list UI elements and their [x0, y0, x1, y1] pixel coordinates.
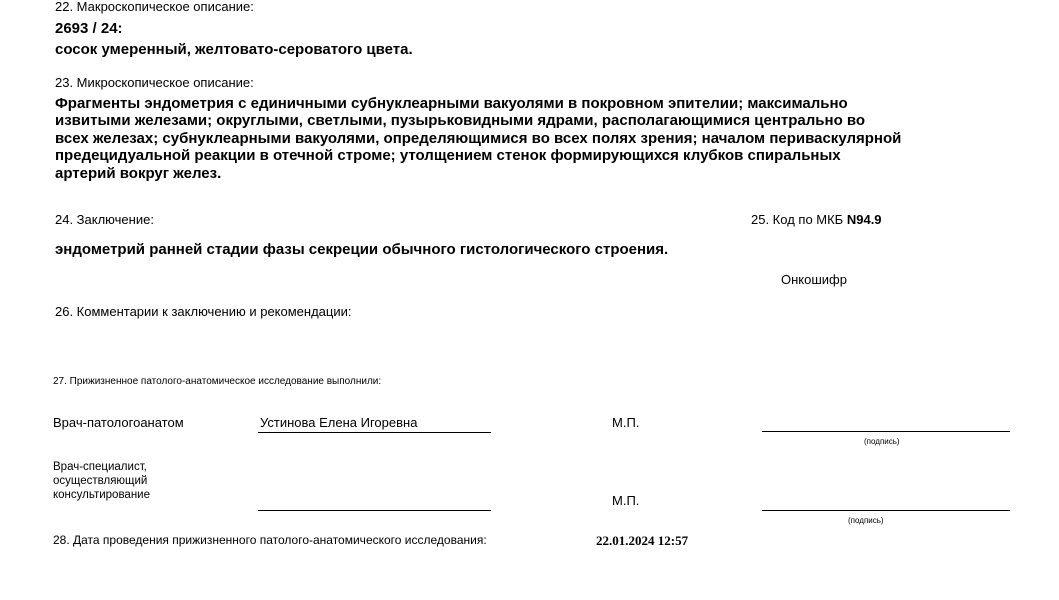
- oncocode-label: Онкошифр: [781, 272, 847, 287]
- microscopic-label: 23. Микроскопическое описание:: [55, 75, 254, 90]
- performers-label: 27. Прижизненное патолого-анатомическое исследование выполнили:: [53, 376, 382, 387]
- consultant-role-line: консультирование: [53, 489, 150, 501]
- macroscopic-label: 22. Макроскопическое описание:: [55, 0, 254, 14]
- name-underline: [258, 510, 491, 511]
- icd-code-row: [751, 212, 882, 227]
- conclusion-label: 24. Заключение:: [55, 212, 154, 227]
- stamp-label: М.П.: [612, 415, 640, 430]
- consultant-role-line: Врач-специалист,: [53, 461, 147, 473]
- signature-caption: (подпись): [848, 516, 884, 525]
- icd-code-value: N94.9: [846, 212, 882, 227]
- signature-line: [762, 510, 1010, 511]
- icd-code-label: 25. Код по МКБ: [751, 212, 844, 227]
- pathologist-name: Устинова Елена Игоревна: [260, 415, 418, 430]
- sample-id: 2693 / 24:: [55, 20, 123, 37]
- consultant-role: [53, 460, 150, 502]
- microscopic-description: [55, 95, 1035, 182]
- macroscopic-description: сосок умеренный, желтовато-сероватого цвета.: [55, 41, 413, 58]
- exam-date-label: 28. Дата проведения прижизненного патолого-анатомического исследования:: [53, 533, 487, 547]
- name-underline: [258, 432, 491, 433]
- signature-line: [762, 431, 1010, 432]
- comments-label: 26. Комментарии к заключению и рекомендации:: [55, 304, 352, 319]
- exam-datetime: 22.01.2024 12:57: [596, 533, 689, 548]
- conclusion-text: эндометрий ранней стадии фазы секреции обычного гистологического строения.: [55, 241, 669, 258]
- consultant-role-line: осуществляющий: [53, 475, 148, 487]
- pathologist-role: Врач-патологоанатом: [53, 415, 184, 430]
- microscopic-line: всех железах; субнуклеарными вакуолями, определяющимися во всех полях зрения; началом периваскулярной: [55, 129, 902, 147]
- signature-caption: (подпись): [864, 437, 900, 446]
- microscopic-line: Фрагменты эндометрия с единичными субнуклеарными вакуолями в покровном эпителии; максимально: [55, 95, 848, 112]
- stamp-label: М.П.: [612, 493, 640, 508]
- microscopic-line: предецидуальной реакции в отечной строме; утолщением стенок формирующихся клубков спиральных: [55, 147, 841, 165]
- microscopic-line: артерий вокруг желез.: [55, 164, 222, 182]
- microscopic-line: извитыми железами; округлыми, светлыми, пузырьковидными ядрами, располагающимися центрально во: [55, 112, 866, 130]
